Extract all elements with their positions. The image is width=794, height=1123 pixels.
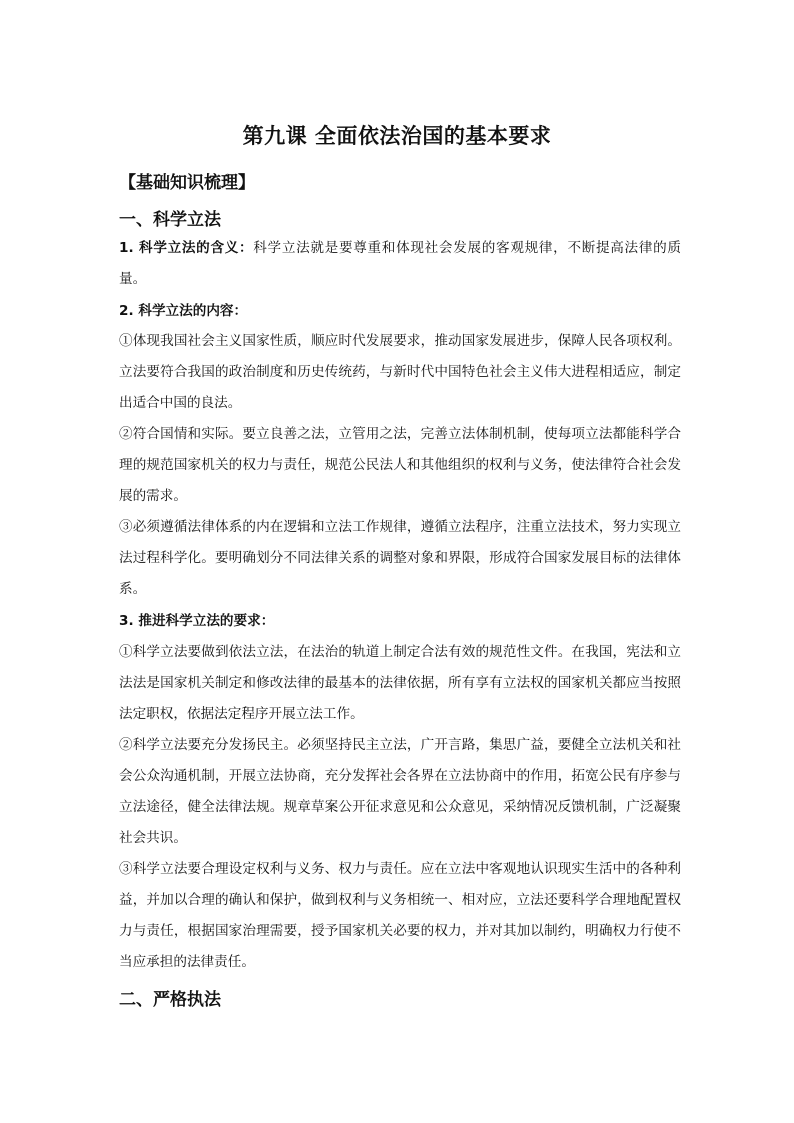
content-heading: 2. 科学立法的内容： [119,303,248,319]
section-two-heading: 二、严格执法 [119,990,221,1010]
meaning-label: 1. 科学立法的含义： [119,240,254,256]
meaning-text: 科学立法就是要尊重和体现社会发展的客观规律，不断提高法律的质量。 [119,240,681,287]
content-list [119,326,681,605]
requirements-heading: 3. 推进科学立法的要求： [119,613,275,629]
section-basics-heading: 【基础知识梳理】 [119,173,255,193]
requirements-list [119,637,681,978]
requirement-item: ②科学立法要充分发扬民主。必须坚持民主立法，广开言路，集思广益，要健全立法机关和社会公众沟通机制，开展立法协商，充分发挥社会各界在立法协商中的作用，拓宽公民有序参与立法途径，健全法律法规。规章草案公开征求意见和公众意见，采纳情况反馈机制，广泛凝聚社会共识。 [119,737,681,846]
meaning-paragraph [119,233,681,295]
content-item: ③必须遵循法律体系的内在逻辑和立法工作规律，遵循立法程序，注重立法技术，努力实现立法过程科学化。要明确划分不同法律关系的调整对象和界限，形成符合国家发展目标的法律体系。 [119,519,681,597]
requirement-item: ①科学立法要做到依法立法，在法治的轨道上制定合法有效的规范性文件。在我国，宪法和立法法是国家机关制定和修改法律的最基本的法律依据，所有享有立法权的国家机关都应当按照法定职权，依据法定程序开展立法工作。 [119,644,681,722]
requirement-item: ③科学立法要合理设定权利与义务、权力与责任。应在立法中客观地认识现实生活中的各种利益，并加以合理的确认和保护，做到权利与义务相统一、相对应，立法还要科学合理地配置权力与责任，根据国家治理需要，授予国家机关必要的权力，并对其加以制约，明确权力行使不当应承担的法律责任。 [119,861,681,970]
page-title: 第九课 全面依法治国的基本要求 [242,123,552,148]
content-item: ①体现我国社会主义国家性质，顺应时代发展要求，推动国家发展进步，保障人民各项权利。立法要符合我国的政治制度和历史传统药，与新时代中国特色社会主义伟大进程相适应，制定出适合中国的良法。 [119,333,681,411]
content-item: ②符合国情和实际。要立良善之法，立管用之法，完善立法体制机制，使每项立法都能科学合理的规范国家机关的权力与责任，规范公民法人和其他组织的权利与义务，使法律符合社会发展的需求。 [119,426,681,504]
section-one-heading: 一、科学立法 [119,210,221,230]
